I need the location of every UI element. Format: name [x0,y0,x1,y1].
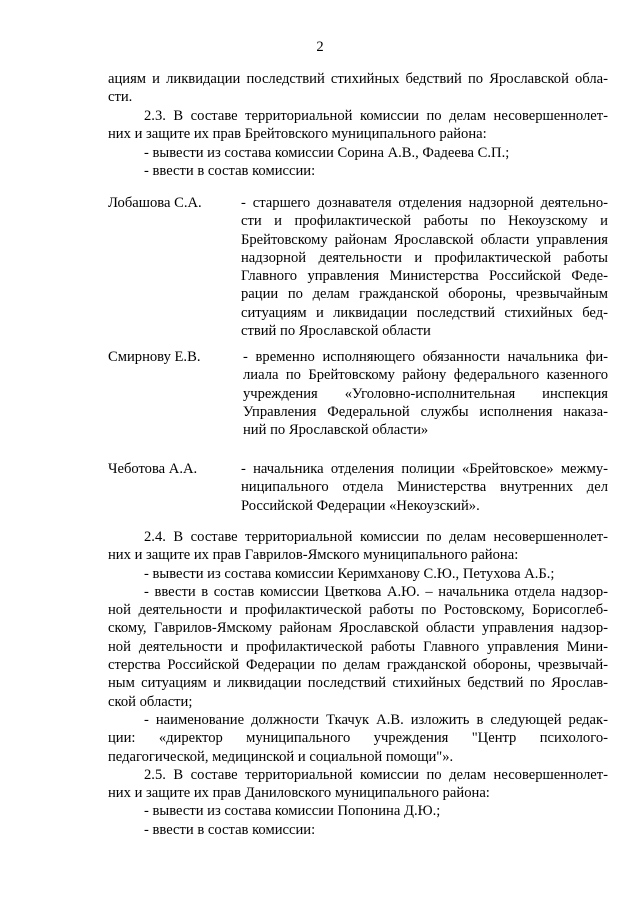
text-line: надзорной деятельности и профилактической работы [241,249,608,266]
text-line: скому, Гаврилов-Ямскому районам Ярославской области управления надзор- [108,620,608,637]
text-line: ствий по Ярославской области [241,323,431,340]
member-position [241,194,608,340]
add-members-line: - ввести в состав комиссии: [144,821,316,838]
text-line: Управления Федеральной службы исполнения наказа- [243,403,608,420]
section-2-3-heading [108,107,608,180]
text-line: лиала по Брейтовскому району федерального казенного [243,367,608,384]
text-line: ской области; [108,693,193,710]
section-2-4 [108,528,608,839]
remove-members-line: - вывести из состава комиссии Сорина А.В., Фадеева С.П.; [144,144,510,161]
page-number: 2 [316,39,324,55]
text-line: рации по делам гражданской обороны, чрезвычайным [241,286,608,303]
text-line: сти и профилактической работы по Некоузскому и [241,213,608,230]
text-line: 2.4. В составе территориальной комиссии по делам несовершеннолет- [144,529,608,545]
text-line: ным ситуациям и ликвидации последствий стихийных бедствий по Ярослав- [108,675,608,692]
text-line: - наименование должности Ткачук А.В. изложить в следующей редак- [144,711,608,728]
text-line: ниципального отдела Министерства внутренних дел [241,479,608,496]
text-line: 2.3. В составе территориальной комиссии по делам несовершеннолет- [144,108,608,124]
member-name: Чеботова А.А. [108,461,198,477]
text-line: Главного управления Министерства Российской Феде- [241,268,608,285]
text-line: Российской Федерации «Некоузский». [241,497,480,514]
text-line: - временно исполняющего обязанности начальника фи- [243,349,608,365]
remove-members-line: - вывести из состава комиссии Попонина Д.Ю.; [144,803,441,820]
text-line: ациям и ликвидации последствий стихийных бедствий по Ярославской обла- [108,71,608,87]
text-line: - начальника отделения полиции «Брейтовское» межму- [241,461,608,477]
text-line: них и защите их прав Даниловского муниципального района: [108,785,490,802]
member-name: Смирнову Е.В. [108,349,201,365]
text-line: стерства Российской Федерации по делам гражданской обороны, чрезвычай- [108,657,608,674]
member-position [243,348,608,439]
text-line: - ввести в состав комиссии Цветкова А.Ю. – начальника отдела надзор- [144,583,608,600]
text-line: ний по Ярославской области» [243,422,429,439]
text-line: - старшего дознавателя отделения надзорной деятельно- [241,195,608,211]
add-members-line: - ввести в состав комиссии: [144,162,316,179]
text-line: них и защите их прав Брейтовского муниципального района: [108,126,487,143]
intro-paragraph [108,70,608,107]
text-line: сти. [108,89,133,106]
member-name: Лобашова С.А. [108,195,202,211]
text-line: ситуациям и ликвидации последствий стихийных бед- [241,304,608,321]
member-position [241,460,608,515]
text-line: ной деятельности и профилактической работы Главного управления Мини- [108,638,608,655]
text-line: учреждения «Уголовно-исполнительная инспекция [243,385,608,402]
text-line: 2.5. В составе территориальной комиссии по делам несовершеннолет- [144,766,608,783]
text-line: Брейтовскому районам Ярославской области управления [241,231,608,248]
remove-members-line: - вывести из состава комиссии Керимханову С.Ю., Петухова А.Б.; [144,565,555,582]
text-line: них и защите их прав Гаврилов-Ямского муниципального района: [108,547,519,564]
text-line: ной деятельности и профилактической работы по Ростовскому, Борисоглеб- [108,602,608,619]
text-line: ции: «директор муниципального учреждения "Центр психолого- [108,730,608,747]
text-line: педагогической, медицинской и социальной помощи"». [108,748,454,765]
